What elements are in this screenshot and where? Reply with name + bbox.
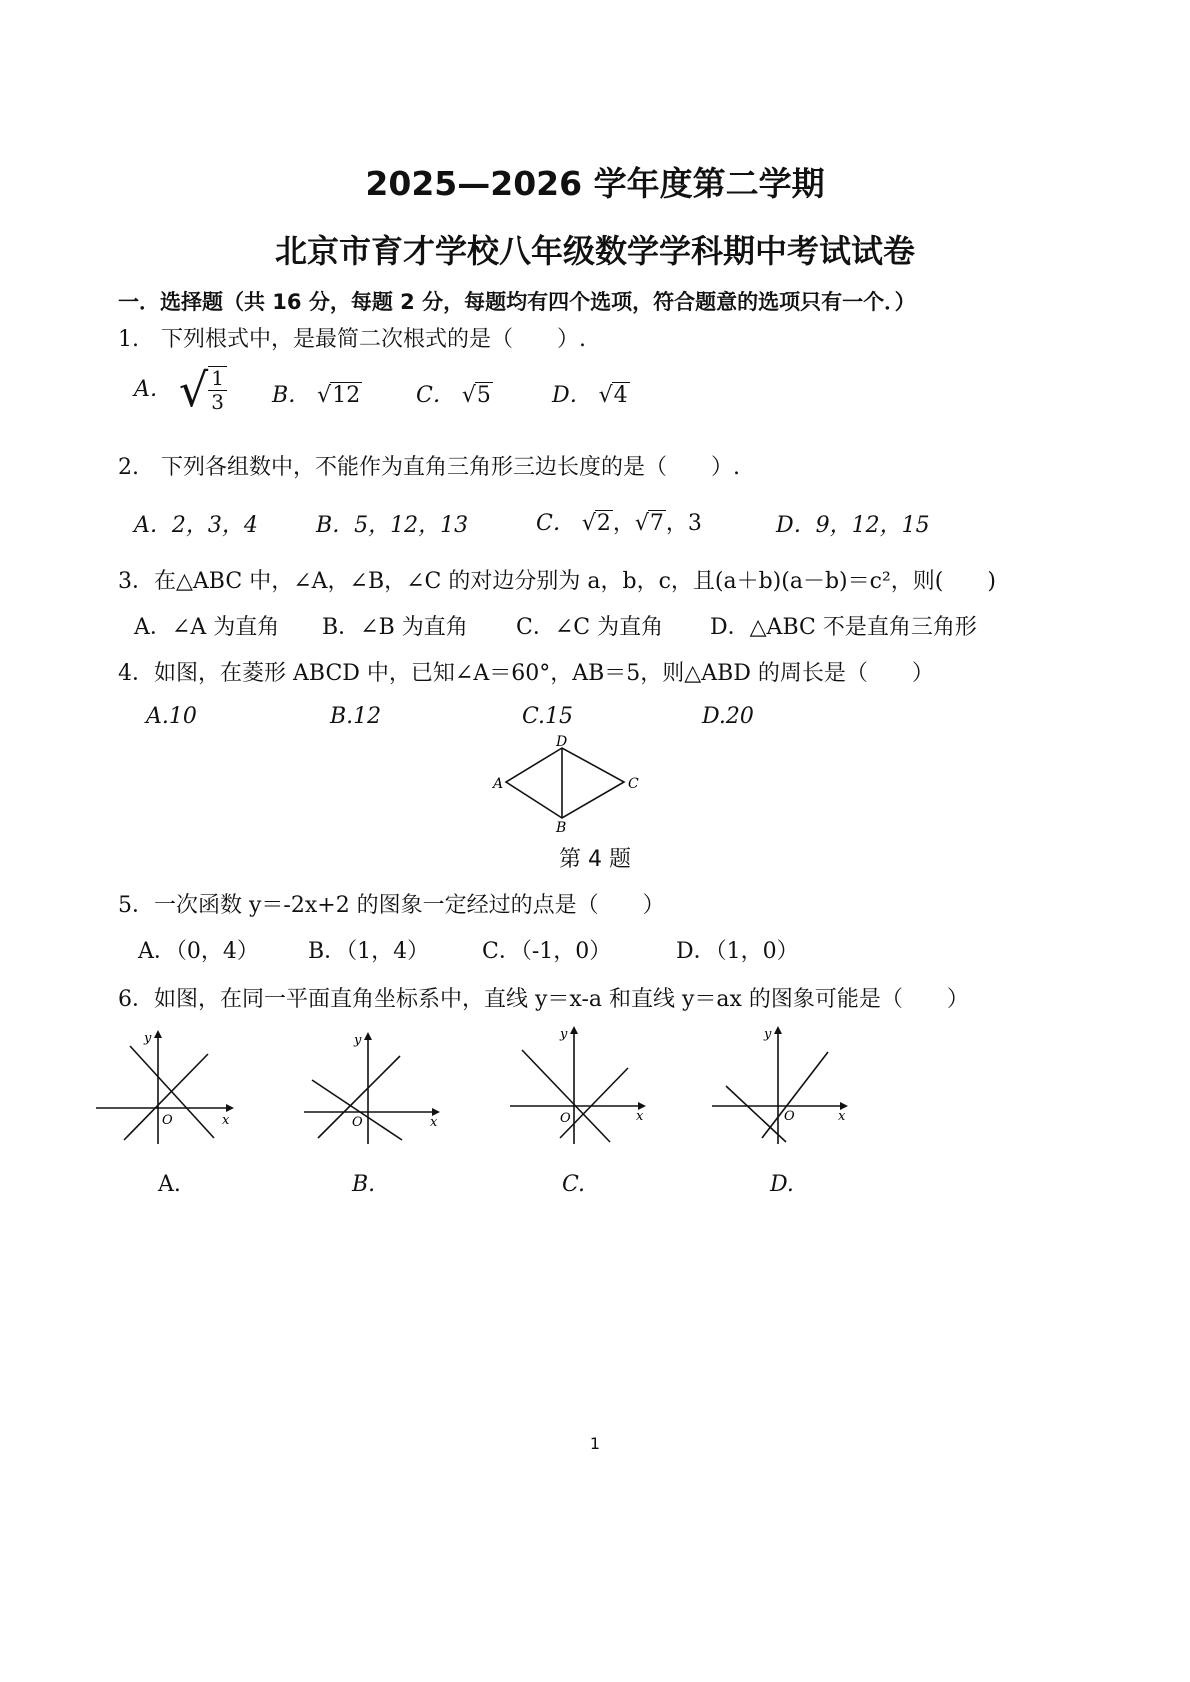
q1-option-a — [134, 363, 227, 417]
vertex-label-d: D — [556, 734, 568, 750]
question-5-stem: 5．一次函数 y＝-2x+2 的图象一定经过的点是（ ） — [118, 893, 665, 918]
origin-label: O — [560, 1111, 571, 1126]
q1-option-d: D． √4 — [552, 383, 628, 408]
q2-option-c: C． √2，√7，3 — [536, 511, 702, 536]
x-arrow-icon — [226, 1104, 234, 1112]
y-arrow-icon — [774, 1026, 782, 1034]
q2-option-b: B．5，12，13 — [316, 513, 469, 538]
graph-d-label: D. — [770, 1172, 794, 1197]
q3-option-d: D．△ABC 不是直角三角形 — [710, 615, 977, 640]
rhombus-outline — [506, 748, 624, 818]
title-line-2: 北京市育才学校八年级数学学科期中考试试卷 — [274, 232, 915, 270]
graph-a-label: A. — [158, 1172, 181, 1197]
q1-option-b-label: B． — [272, 383, 311, 408]
origin-label: O — [352, 1115, 363, 1130]
y-label: y — [354, 1033, 362, 1048]
line-2 — [560, 1068, 628, 1138]
graph-b — [304, 1026, 454, 1146]
q1-b-radicand: 12 — [332, 383, 361, 408]
line-2 — [762, 1052, 828, 1138]
q3-option-b: B．∠B 为直角 — [322, 615, 468, 640]
y-arrow-icon — [364, 1032, 372, 1040]
graph-a — [96, 1026, 246, 1146]
q1-a-numerator: 1 — [208, 367, 227, 391]
sqrt-fraction: √ $\frac{1}{3}$ — [179, 366, 227, 414]
x-label: x — [430, 1115, 438, 1130]
question-1-stem: 1. 下列根式中，是最简二次根式的是（ ）. — [118, 327, 586, 352]
q1-c-radicand: 5 — [476, 383, 491, 408]
graph-c — [510, 1020, 660, 1150]
q5-option-b: B．（1，4） — [308, 939, 430, 964]
y-arrow-icon — [154, 1030, 162, 1038]
title-line-1: 2025—2026 学年度第二学期 — [365, 164, 825, 203]
y-arrow-icon — [570, 1026, 578, 1034]
x-label: x — [222, 1113, 230, 1128]
x-label: x — [636, 1109, 644, 1124]
graph-d — [712, 1020, 862, 1150]
vertex-label-a: A — [493, 776, 504, 792]
q2-c-tail: ，3 — [665, 511, 702, 536]
q1-option-c: C． √5 — [416, 383, 491, 408]
question-2-stem: 2. 下列各组数中，不能作为直角三角形三边长度的是（ ）. — [118, 455, 740, 480]
q4-option-b: B.12 — [330, 704, 382, 729]
question-4-stem: 4．如图，在菱形 ABCD 中，已知∠A＝60°，AB＝5，则△ABD 的周长是（ ） — [118, 661, 934, 686]
q3-option-a: A．∠A 为直角 — [134, 615, 280, 640]
y-label: y — [764, 1027, 772, 1042]
question-6-stem: 6．如图，在同一平面直角坐标系中，直线 y＝x-a 和直线 y＝ax 的图象可能是（ ） — [118, 987, 969, 1012]
section-heading-choice: 一．选择题（共 16 分，每题 2 分，每题均有四个选项，符合题意的选项只有一个．） — [118, 290, 916, 314]
q2-option-c-label: C． — [536, 511, 575, 536]
graph-b-label: B. — [352, 1172, 376, 1197]
q5-option-d: D．（1，0） — [676, 939, 799, 964]
q4-option-d: D.20 — [702, 704, 754, 729]
q1-option-d-label: D． — [552, 383, 592, 408]
vertex-label-b: B — [556, 820, 567, 834]
line-1 — [726, 1086, 786, 1142]
q1-option-b: B． √12 — [272, 383, 361, 408]
y-label: y — [144, 1031, 152, 1046]
page-number: 1 — [589, 1434, 601, 1453]
vertex-label-c: C — [628, 776, 639, 792]
q1-option-c-label: C． — [416, 383, 455, 408]
q2-option-a: A．2，3，4 — [134, 513, 258, 538]
q5-option-c: C．（-1，0） — [482, 939, 612, 964]
q3-option-c: C．∠C 为直角 — [516, 615, 664, 640]
graph-c-label: C. — [562, 1172, 586, 1197]
origin-label: O — [784, 1109, 795, 1124]
q2-option-d: D．9，12，15 — [776, 513, 930, 538]
q5-option-a: A．（0，4） — [138, 939, 259, 964]
q4-option-c: C.15 — [522, 704, 574, 729]
q1-a-denominator: 3 — [211, 390, 224, 414]
x-label: x — [838, 1109, 846, 1124]
origin-label: O — [162, 1113, 173, 1128]
rhombus-figure — [490, 734, 650, 834]
figure-4-caption: 第 4 题 — [559, 847, 631, 872]
q2-c-radicand-2: 7 — [649, 511, 664, 536]
q1-d-radicand: 4 — [613, 383, 628, 408]
y-label: y — [560, 1027, 568, 1042]
line-1 — [522, 1050, 610, 1142]
q1-option-a-label: A． — [134, 377, 172, 402]
q2-c-radicand-1: 2 — [596, 511, 611, 536]
question-3-stem: 3．在△ABC 中，∠A，∠B，∠C 的对边分别为 a，b，c，且(a＋b)(a－b)＝c²，则( ) — [118, 569, 996, 594]
q4-option-a: A.10 — [146, 704, 197, 729]
